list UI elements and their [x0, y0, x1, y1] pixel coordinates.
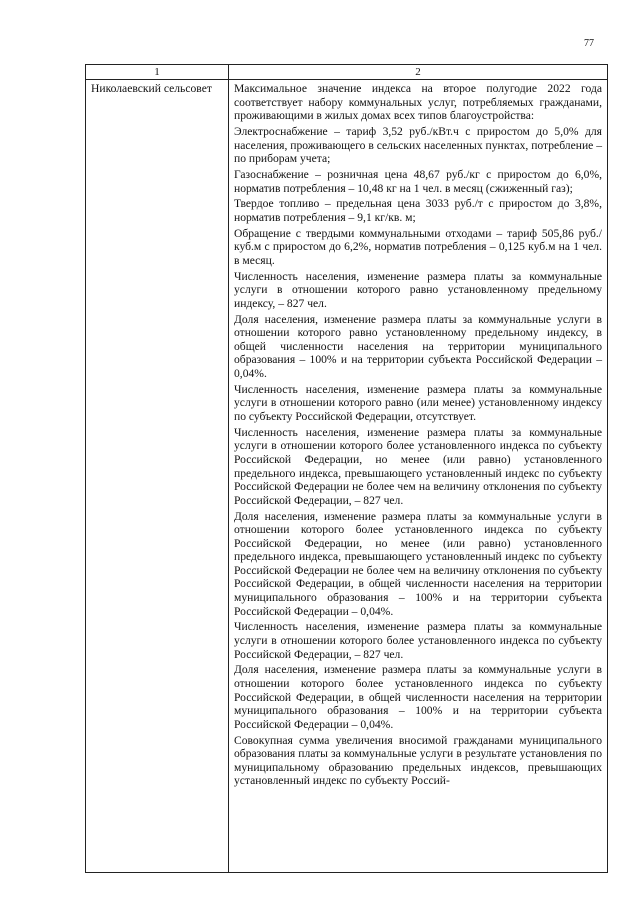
column-header-2: 2 — [229, 65, 608, 80]
paragraph: Совокупная сумма увеличения вносимой гражданами муниципального образования платы за коммунальные услуги в результате установления по муниципальному образованию предельных индексов, превышающих установленный индекс по субъекту Россий- — [234, 733, 602, 788]
column-header-1: 1 — [86, 65, 229, 80]
paragraph: Электроснабжение – тариф 3,52 руб./кВт.ч с приростом до 5,0% для населения, проживающего в сельских населенных пунктах, потребление – по приборам учета; — [234, 124, 602, 166]
page-number: 77 — [584, 38, 594, 49]
paragraph: Максимальное значение индекса на второе полугодие 2022 года соответствует набору коммунальных услуг, потребляемых гражданами, проживающими в жилых домах всех типов благоустройства: — [234, 82, 602, 123]
paragraph: Численность населения, изменение размера платы за коммунальные услуги в отношении которого более установленного индекса по субъекту Российской Федерации, – 827 чел. — [234, 620, 602, 661]
paragraph: Обращение с твердыми коммунальными отходами – тариф 505,86 руб./куб.м с приростом до 6,2%, норматив потребления – 0,125 куб.м на 1 чел. в месяц. — [234, 226, 602, 267]
description-cell — [229, 80, 608, 873]
paragraph: Численность населения, изменение размера платы за коммунальные услуги в отношении которого более установленного индекса по субъекту Российской Федерации, но менее (или равно) установленного предельного индекса, превышающего установленный индекс по субъекту Российской Федерации не более чем на величину отклонения по субъекту Российской Федерации, – 827 чел. — [234, 425, 602, 507]
paragraph: Численность населения, изменение размера платы за коммунальные услуги в отношении которого равно (или менее) установленному индексу по субъекту Российской Федерации, отсутствует. — [234, 382, 602, 423]
paragraph: Доля населения, изменение размера платы за коммунальные услуги в отношении которого равно установленному предельному индексу, в общей численности населения на территории муниципального образования – 100% и на территории субъекта Российской Федерации – 0,04%. — [234, 312, 602, 380]
table-header-row — [86, 65, 608, 80]
paragraph: Доля населения, изменение размера платы за коммунальные услуги в отношении которого более установленного индекса по субъекту Российской Федерации, в общей численности населения на территории муниципального образования – 100% и на территории субъекта Российской Федерации – 0,04%. — [234, 663, 602, 731]
paragraph: Газоснабжение – розничная цена 48,67 руб./кг с приростом до 6,0%, норматив потребления – 10,48 кг на 1 чел. в месяц (сжиженный газ); — [234, 167, 602, 195]
table-row — [86, 80, 608, 873]
municipality-name: Николаевский сельсовет — [86, 80, 229, 873]
paragraph: Численность населения, изменение размера платы за коммунальные услуги в отношении которого равно установленному предельному индексу, – 827 чел. — [234, 269, 602, 310]
document-table — [85, 64, 608, 873]
paragraph: Твердое топливо – предельная цена 3033 руб./т с приростом до 3,8%, норматив потребления – 9,1 кг/кв. м; — [234, 197, 602, 224]
paragraph: Доля населения, изменение размера платы за коммунальные услуги в отношении которого более установленного индекса по субъекту Российской Федерации, но менее (или равно) установленного предельного индекса, превышающего установленный индекс по субъекту Российской Федерации не более чем на величину отклонения по субъекту Российской Федерации, в общей численности населения на территории муниципального образования – 100% и на территории субъекта Российской Федерации – 0,04%. — [234, 509, 602, 618]
